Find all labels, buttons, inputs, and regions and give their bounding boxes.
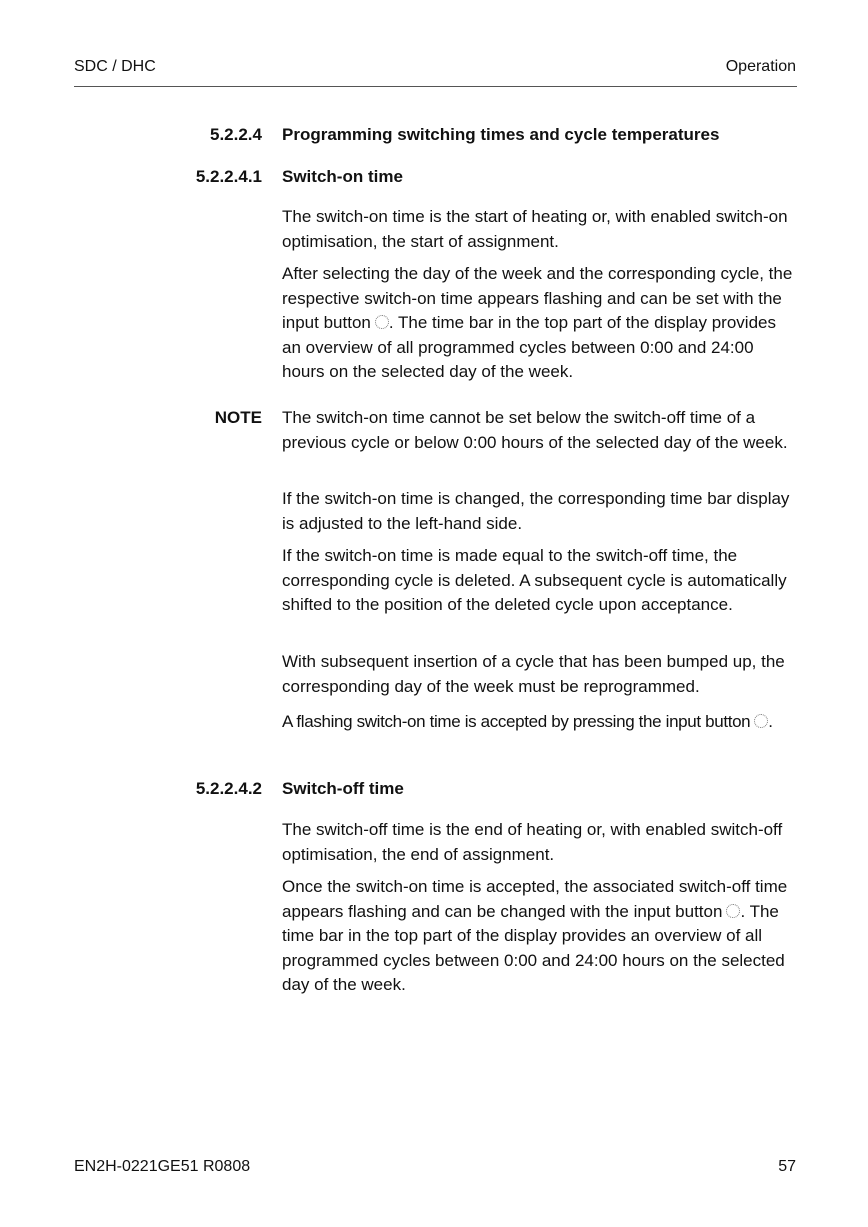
note-paragraph-3: If the switch-on time is made equal to the switch-off time, the corresponding cycle is deleted. A subsequent cycle is automatically shifted to the position of the deleted cycle upon acceptance. [282, 546, 787, 614]
note-label: NOTE [214, 408, 262, 427]
subsection-title-switch-off: Switch-off time [282, 779, 404, 798]
document-code: EN2H-0221GE51 R0808 [74, 1158, 251, 1175]
switch-on-paragraph-1: The switch-on time is the start of heating or, with enabled switch-on optimisation, the start of assignment. [282, 207, 788, 251]
page-number: 57 [778, 1158, 796, 1175]
switch-off-paragraph-2 [282, 875, 794, 998]
switch-on-paragraph-2-text-end: . The time bar in the top part of the display provides an overview of all programmed cycles between 0:00 and 24:00 hours on the selected day of the week. [282, 313, 776, 381]
switch-off-paragraph-1: The switch-off time is the end of heating or, with enabled switch-off optimisation, the end of assignment. [282, 820, 783, 864]
subsection-title-switch-on: Switch-on time [282, 167, 403, 186]
header-left: SDC / DHC [74, 58, 156, 75]
section-title: Programming switching times and cycle temperatures [282, 125, 720, 144]
switch-off-paragraph-2-text: Once the switch-on time is accepted, the associated switch-off time appears flashing and can be changed with the input button [282, 877, 788, 921]
input-button-icon [726, 904, 740, 918]
note-paragraph-5-text-end: . [768, 712, 773, 731]
header-right: Operation [725, 58, 796, 75]
switch-on-paragraph-2 [282, 262, 794, 385]
page-header [74, 58, 796, 78]
input-button-icon [375, 315, 389, 329]
note-paragraph-5 [282, 710, 794, 735]
subsection-number-switch-on: 5.2.2.4.1 [195, 167, 262, 186]
section-number: 5.2.2.4 [210, 125, 262, 144]
note-paragraph-2: If the switch-on time is changed, the corresponding time bar display is adjusted to the left-hand side. [282, 489, 790, 533]
note-paragraph-1: The switch-on time cannot be set below the switch-off time of a previous cycle or below 0:00 hours of the selected day of the week. [282, 408, 788, 452]
switch-off-paragraph-2-text-end: . The time bar in the top part of the display provides an overview of all programmed cycles between 0:00 and 24:00 hours on the selected day of the week. [282, 901, 785, 994]
header-divider [74, 86, 797, 87]
input-button-icon [754, 714, 768, 728]
subsection-number-switch-off: 5.2.2.4.2 [195, 779, 262, 798]
switch-on-paragraph-2-text: After selecting the day of the week and the corresponding cycle, the respective switch-on time appears flashing and can be set with the input button [282, 264, 793, 332]
note-paragraph-5-text: A flashing switch-on time is accepted by pressing the input button [282, 712, 751, 731]
note-paragraph-4: With subsequent insertion of a cycle that has been bumped up, the corresponding day of the week must be reprogrammed. [282, 652, 785, 696]
